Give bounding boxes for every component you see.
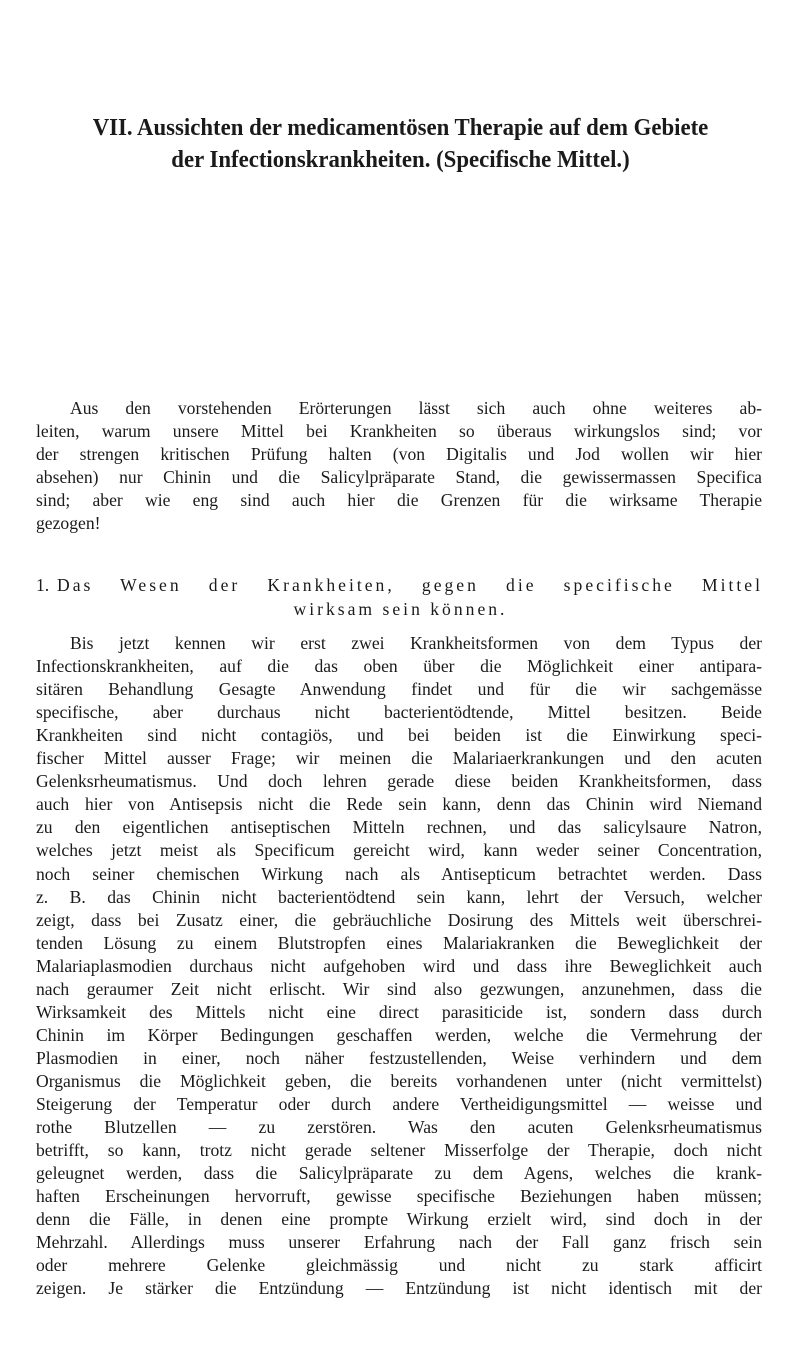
intro-line: der strengen kritischen Prüfung halten (von Digitalis und Jod wollen wir hier [36, 444, 762, 464]
body-line: auch hier von Antisepsis nicht die Rede sein kann, denn das Chinin wird Niemand [36, 794, 762, 814]
body-line: Malariaplasmodien durchaus nicht aufgehoben wird und dass ihre Beweglichkeit auch [36, 956, 762, 976]
body-line: Plasmodien in einer, noch näher festzustellenden, Weise verhindern und dem [36, 1048, 762, 1068]
intro-line: sind; aber wie eng sind auch hier die Grenzen für die wirksame Therapie [36, 490, 762, 510]
body-line: rothe Blutzellen — zu zerstören. Was den acuten Gelenksrheumatismus [36, 1117, 762, 1137]
body-line: zu den eigentlichen antiseptischen Mitteln rechnen, und das salicylsaure Natron, [36, 817, 762, 837]
body-line: Wirksamkeit des Mittels nicht eine direct parasiticide ist, sondern dass durch [36, 1002, 762, 1022]
intro-line: absehen) nur Chinin und die Salicylpräparate Stand, die gewissermassen Specifica [36, 467, 762, 487]
body-line: Bis jetzt kennen wir erst zwei Krankheitsformen von dem Typus der [70, 633, 762, 653]
body-line: Steigerung der Temperatur oder durch andere Vertheidigungsmittel — weisse und [36, 1094, 762, 1114]
intro-line: gezogen! [36, 513, 101, 533]
body-line: geleugnet werden, dass die Salicylpräparate zu dem Agens, welches die krank- [36, 1163, 762, 1183]
body-line: specifische, aber durchaus nicht bacterientödtende, Mittel besitzen. Beide [36, 702, 762, 722]
intro-line: leiten, warum unsere Mittel bei Krankheiten so überaus wirkungslos sind; vor [36, 421, 762, 441]
body-line: denn die Fälle, in denen eine prompte Wirkung erzielt wird, sind doch in der [36, 1209, 762, 1229]
body-line: z. B. das Chinin nicht bacterientödtend sein kann, lehrt der Versuch, welcher [36, 887, 762, 907]
body-line: Gelenksrheumatismus. Und doch lehren gerade diese beiden Krankheitsformen, dass [36, 771, 762, 791]
chapter-heading-line-2: der Infectionskrankheiten. (Specifische Mittel.) [171, 146, 630, 173]
body-line: zeigt, dass bei Zusatz einer, die gebräuchliche Dosirung des Mittels weit überschrei- [36, 910, 762, 930]
body-line: tenden Lösung zu einem Blutstropfen eines Malariakranken die Beweglichkeit der [36, 933, 762, 953]
body-line: sitären Behandlung Gesagte Anwendung findet und für die wir sachgemässe [36, 679, 762, 699]
body-line: betrifft, so kann, trotz nicht gerade seltener Misserfolge der Therapie, doch nicht [36, 1140, 762, 1160]
intro-line: Aus den vorstehenden Erörterungen lässt sich auch ohne weiteres ab- [70, 398, 762, 418]
section-number: 1. [36, 575, 50, 595]
body-line: Infectionskrankheiten, auf die das oben über die Möglichkeit einer antipara- [36, 656, 762, 676]
section-title-line-2: wirksam sein können. [293, 599, 508, 619]
body-line: haften Erscheinungen hervorruft, gewisse specifische Beziehungen haben müssen; [36, 1186, 762, 1206]
body-line: Krankheiten sind nicht contagiös, und bei beiden ist die Einwirkung speci- [36, 725, 762, 745]
body-line: nach geraumer Zeit nicht erlischt. Wir sind also gezwungen, anzunehmen, dass die [36, 979, 762, 999]
chapter-heading-line-1: VII. Aussichten der medicamentösen Therapie auf dem Gebiete [92, 114, 709, 141]
body-line: Chinin im Körper Bedingungen geschaffen werden, welche die Vermehrung der [36, 1025, 762, 1045]
body-line: oder mehrere Gelenke gleichmässig und nicht zu stark afficirt [36, 1255, 762, 1275]
body-line: Organismus die Möglichkeit geben, die bereits vorhandenen unter (nicht vermittelst) [36, 1071, 762, 1091]
body-line: fischer Mittel ausser Frage; wir meinen die Malariaerkrankungen und den acuten [36, 748, 762, 768]
body-line: Mehrzahl. Allerdings muss unserer Erfahrung nach der Fall ganz frisch sein [36, 1232, 762, 1252]
body-line: noch seiner chemischen Wirkung nach als Antisepticum betrachtet werden. Dass [36, 864, 762, 884]
section-title-line-1: Das Wesen der Krankheiten, gegen die specifische Mittel [57, 575, 763, 595]
body-line: zeigen. Je stärker die Entzündung — Entzündung ist nicht identisch mit der [36, 1278, 762, 1298]
body-line: welches jetzt meist als Specificum gereicht wird, kann weder seiner Concentration, [36, 840, 762, 860]
